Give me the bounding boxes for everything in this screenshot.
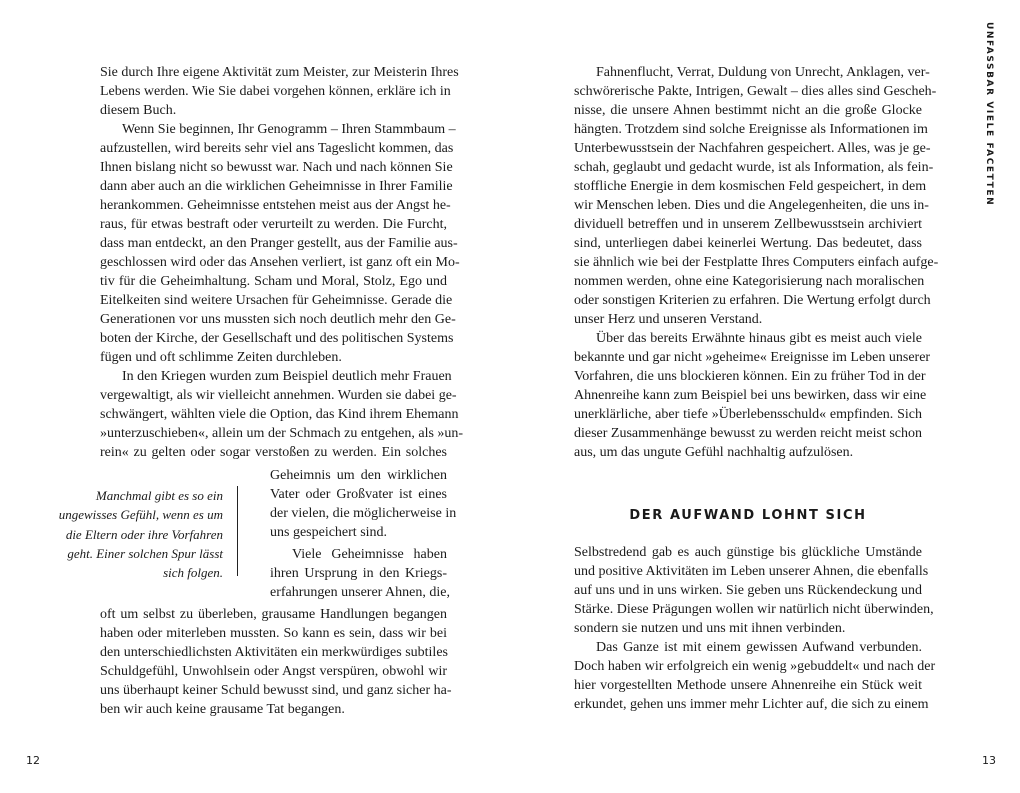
text-line: aus, um das ungute Gefühl nachhaltig aufzulösen.	[574, 445, 854, 460]
text-line: vergewaltigt, als wir vielleicht annehmen. Wurden sie dabei ge-	[100, 388, 457, 403]
text-line: tiv für die Geheimhaltung. Scham und Moral, Stolz, Ego und	[100, 274, 447, 289]
text-line: Über das bereits Erwähnte hinaus gibt es meist auch viele	[596, 331, 922, 346]
text-line: Vorfahren, die uns blockieren können. Ein zu früher Tod in der	[574, 369, 926, 384]
text-line: nommen werden, ohne eine Kategorisierung nach moralischen	[574, 274, 925, 289]
text-line: aufzustellen, wird bereits sehr viel ans Tageslicht kommen, das	[100, 141, 454, 156]
text-line: dass man entdeckt, an den Pranger gestellt, aus der Familie aus-	[100, 236, 458, 251]
pull-quote-line: sich folgen.	[163, 565, 223, 580]
text-line: unerklärliche, aber tiefe »Überlebensschuld« empfinden. Sich	[574, 407, 922, 422]
text-line: Geheimnis um den wirklichen	[270, 468, 447, 483]
text-line: oft um selbst zu überleben, grausame Handlungen begangen	[100, 607, 447, 622]
text-line: Eitelkeiten sind weitere Ursachen für Geheimnisse. Gerade die	[100, 293, 453, 308]
text-line: ben wir auch keine grausame Tat begangen.	[100, 702, 345, 717]
text-line: oder sonstigen Kriterien zu erfahren. Die Wertung erfolgt durch	[574, 293, 931, 308]
text-line: fügen und oft schlimme Zeiten durchleben.	[100, 350, 342, 365]
text-line: boten der Kirche, der Gesellschaft und des politischen Systems	[100, 331, 454, 346]
text-line: Viele Geheimnisse haben	[292, 547, 447, 562]
text-line: dividuell betreffen und in unserem Zellbewusstsein archiviert	[574, 217, 922, 232]
text-line: hier vorgestellten Methode unsere Ahnenreihe ein Stück weit	[574, 678, 922, 693]
text-line: bekannte und gar nicht »geheime« Ereignisse im Leben unserer	[574, 350, 931, 365]
text-line: Lebens werden. Wie Sie dabei vorgehen können, erkläre ich in	[100, 84, 451, 99]
pull-quote-line: ungewisses Gefühl, wenn es um	[58, 507, 223, 522]
text-line: Sie durch Ihre eigene Aktivität zum Meister, zur Meisterin Ihres	[100, 65, 459, 80]
text-line: uns überhaupt keiner Schuld bewusst sind, und ganz sicher ha-	[100, 683, 452, 698]
text-line: geschlossen wird oder das Ansehen verliert, ist ganz oft ein Mo-	[100, 255, 460, 270]
text-line: und positive Aktivitäten im Leben unserer Ahnen, die ebenfalls	[574, 564, 929, 579]
text-line: uns gespeichert sind.	[270, 525, 388, 540]
page-number-right: 13	[982, 754, 996, 767]
text-line: haben oder miterleben mussten. So kann es sein, dass wir bei	[100, 626, 447, 641]
text-line: der vielen, die möglicherweise in	[270, 506, 457, 521]
text-line: nisse, die unsere Ahnen bestimmt nicht an die große Glocke	[574, 103, 922, 118]
text-line: Doch haben wir erfolgreich ein wenig »gebuddelt« und nach der	[574, 659, 936, 674]
text-line: dieser Zusammenhänge bewusst zu werden reicht meist schon	[574, 426, 922, 441]
text-line: sondern sie nutzen und uns mit ihnen verbinden.	[574, 621, 846, 636]
pull-quote-rule	[237, 486, 238, 576]
text-line: auf uns und in uns wirken. Sie geben uns Rückendeckung und	[574, 583, 922, 598]
text-line: Selbstredend gab es auch günstige bis glückliche Umstände	[574, 545, 922, 560]
text-line: Ihnen bislang nicht so bewusst war. Nach und nach können Sie	[100, 160, 453, 175]
text-line: Stärke. Diese Prägungen wollen wir natürlich nicht überwinden,	[574, 602, 934, 617]
text-line: sie ähnlich wie bei der Festplatte Ihres Computers einfach aufge-	[574, 255, 939, 270]
text-line: den unterschiedlichsten Aktivitäten ein merkwürdiges subtiles	[100, 645, 448, 660]
text-line: unser Herz und unseren Verstand.	[574, 312, 763, 327]
text-line: wir Menschen leben. Dies und die Angelegenheiten, die uns in-	[574, 198, 929, 213]
text-line: schwörerische Pakte, Intrigen, Gewalt – dies alles sind Gescheh-	[574, 84, 937, 99]
section-heading: DER AUFWAND LOHNT SICH	[629, 508, 867, 523]
text-line: erfahrungen unserer Ahnen, die,	[270, 585, 450, 600]
text-line: Unterbewusstsein der Nachfahren gespeichert. Alles, was je ge-	[574, 141, 931, 156]
page-number-left: 12	[26, 754, 40, 767]
text-line: schwängert, wählten viele die Option, das Kind ihrem Ehemann	[100, 407, 459, 422]
text-line: rein« zu gelten oder sogar verstoßen zu werden. Ein solches	[100, 445, 447, 460]
text-line: ihren Ursprung in den Kriegs-	[270, 566, 447, 581]
text-line: erkundet, gehen uns immer mehr Lichter auf, die sich zu einem	[574, 697, 929, 712]
text-line: herankommen. Geheimnisse entstehen meist aus der Angst he-	[100, 198, 451, 213]
text-line: In den Kriegen wurden zum Beispiel deutlich mehr Frauen	[122, 369, 452, 384]
text-line: stoffliche Energie in dem kosmischen Feld gespeichert, in dem	[574, 179, 927, 194]
pull-quote-line: die Eltern oder ihre Vorfahren	[65, 527, 223, 542]
text-line: Generationen vor uns mussten sich noch deutlich mehr den Ge-	[100, 312, 456, 327]
text-line: sind, unterliegen dabei keinerlei Wertung. Das bedeutet, dass	[574, 236, 922, 251]
text-line: Schuldgefühl, Unwohlsein oder Angst verspüren, obwohl wir	[100, 664, 447, 679]
text-line: dann aber auch an die wirklichen Geheimnisse in Ihrer Familie	[100, 179, 453, 194]
text-line: hängten. Trotzdem sind solche Ereignisse als Informationen im	[574, 122, 928, 137]
text-line: Vater oder Großvater ist eines	[270, 487, 447, 502]
text-line: Das Ganze ist mit einem gewissen Aufwand verbunden.	[596, 640, 922, 655]
text-line: »unterzuschieben«, allein um der Schmach zu entgehen, als »un-	[100, 426, 464, 441]
text-line: Ahnenreihe kann zum Beispiel bei uns bewirken, dass wir eine	[574, 388, 927, 403]
text-line: Wenn Sie beginnen, Ihr Genogramm – Ihren Stammbaum –	[122, 122, 456, 137]
text-line: schah, geglaubt und gedacht wurde, ist als Information, als fein-	[574, 160, 934, 175]
pull-quote-line: geht. Einer solchen Spur lässt	[67, 546, 223, 561]
running-head: UNFASSBAR VIELE FACETTEN	[984, 22, 994, 207]
text-line: diesem Buch.	[100, 103, 177, 118]
text-line: Fahnenflucht, Verrat, Duldung von Unrecht, Anklagen, ver-	[596, 65, 930, 80]
pull-quote-line: Manchmal gibt es so ein	[95, 488, 223, 503]
text-line: raus, für etwas bestraft oder verurteilt zu werden. Die Furcht,	[100, 217, 447, 232]
